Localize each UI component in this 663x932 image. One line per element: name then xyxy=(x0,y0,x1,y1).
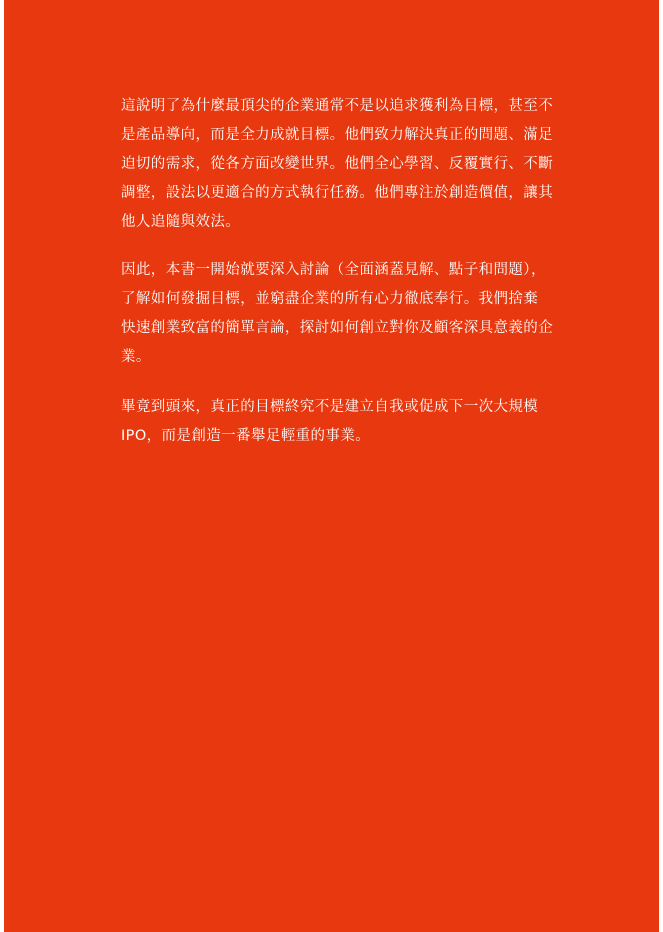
text-line: 因此，本書一開始就要深入討論（全面涵蓋見解、點子和問題）， xyxy=(121,262,546,278)
text-line: 調整，設法以更適合的方式執行任務。他們專注於創造價值，讓其 xyxy=(121,185,554,201)
document-page xyxy=(4,0,659,932)
text-line: 這說明了為什麼最頂尖的企業通常不是以追求獲利為目標，甚至不 xyxy=(121,98,554,114)
paragraph-1 xyxy=(121,92,561,237)
text-line: 迫切的需求，從各方面改變世界。他們全心學習、反覆實行、不斷 xyxy=(121,156,554,172)
text-line: 畢竟到頭來，真正的目標終究不是建立自我或促成下一次大規模 xyxy=(121,399,539,415)
text-line: 是產品導向，而是全力成就目標。他們致力解決真正的問題、滿足 xyxy=(121,127,554,143)
text-line: 快速創業致富的簡單言論，探討如何創立對你及顧客深具意義的企 xyxy=(121,320,554,336)
paragraph-2 xyxy=(121,256,561,372)
text-line: 他人追隨與效法。 xyxy=(121,214,241,230)
paragraph-3 xyxy=(121,393,561,451)
text-line: 業。 xyxy=(121,349,151,365)
text-line: 了解如何發掘目標，並窮盡企業的所有心力徹底奉行。我們捨棄 xyxy=(121,291,539,307)
text-line: IPO，而是創造一番舉足輕重的事業。 xyxy=(121,428,371,444)
